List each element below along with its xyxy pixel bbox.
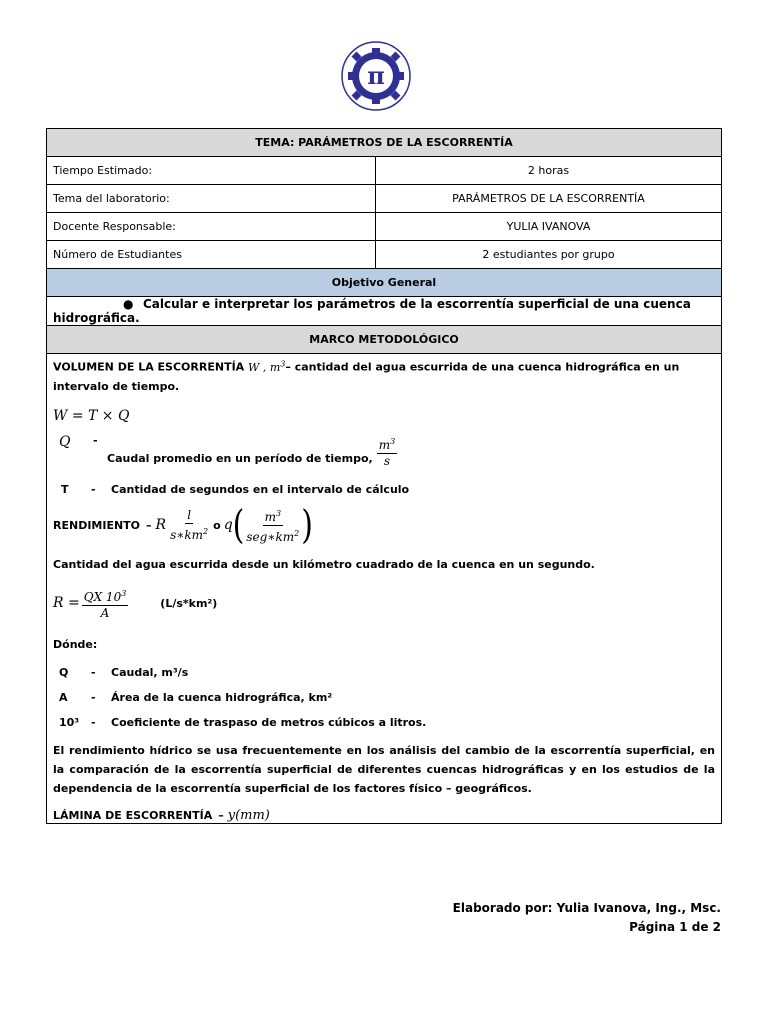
rendimiento-line: RENDIMIENTO – R $\frac{l}{s∗km^2}$ o q ( $\frac{m^3}{seg∗km^2}$ ) [53,502,313,548]
row-label: Tiempo Estimado: [47,157,376,185]
lab-guide-table [46,128,722,824]
legend-item: Q - Caudal, m³/s [59,665,189,679]
q-definition [53,434,715,469]
q-desc: Caudal promedio en un período de tiempo, [107,451,373,465]
lamina-title: LÁMINA DE ESCORRENTÍA [53,808,213,822]
logo-pi-symbol: π [367,61,385,90]
legend-item: A - Área de la cuenca hidrográfica, km² [59,690,333,704]
volumen-desc: – cantidad del agua escurrida de una cuenca hidrográfica en un intervalo de tiempo. [53,360,680,393]
legend-item: 10³ - Coeficiente de traspaso de metros cúbicos a litros. [59,715,427,729]
lamina-line: LÁMINA DE ESCORRENTÍA – y(mm) [53,807,270,823]
volumen-title: VOLUMEN DE LA ESCORRENTÍA [53,360,245,374]
rendimiento-paragraph: El rendimiento hídrico se usa frecuentemente en los análisis del cambio de la escorrentía superficial, en la comparación de la escorrentía superficial de diferentes cuencas hidrográficas y en los estudios de la dependencia de la escorrentía superficial de los factores físico – geográficos. [53,743,715,795]
footer-author: Elaborado por: Yulia Ivanova, Ing., Msc. [452,901,721,915]
t-symbol: T [61,482,69,496]
table-row [47,157,722,185]
method-header: MARCO METODOLÓGICO [47,326,722,354]
t-dash: - [91,482,96,496]
t-definition [53,483,715,496]
row-label: Número de Estudiantes [47,241,376,269]
row-value: 2 horas [376,157,722,185]
q-units-fraction: $\frac{m^3}{s}$ [377,434,397,469]
volumen-paragraph [53,354,715,396]
row-value: 2 estudiantes por grupo [376,241,722,269]
rendimiento-title: RENDIMIENTO [53,518,141,532]
formula-rendimiento: R = $\frac{QX 10^3}{A}$ (L/s*km²) [53,586,715,621]
footer-page-number: Página 1 de 2 [629,920,721,934]
volumen-units: W , $m^3$ [248,359,286,374]
t-desc: Cantidad de segundos en el intervalo de cálculo [111,482,410,496]
objective-text: Calcular e interpretar los parámetros de la escorrentía superficial de una cuenca hidrográfica. [53,297,691,325]
table-title: TEMA: PARÁMETROS DE LA ESCORRENTÍA [47,129,722,157]
q-symbol: Q [59,433,71,450]
rendimiento-desc: Cantidad del agua escurrida desde un kilómetro cuadrado de la cuenca en un segundo. [53,557,595,571]
method-content [47,354,722,824]
row-value: YULIA IVANOVA [376,213,722,241]
table-row [47,213,722,241]
objective-cell [47,297,722,326]
row-value: PARÁMETROS DE LA ESCORRENTÍA [376,185,722,213]
formula-r-units: (L/s*km²) [160,596,218,610]
rendimiento-fraction-2: $\frac{m^3}{seg∗km^2}$ [244,506,301,545]
rendimiento-fraction-1: $\frac{l}{s∗km^2}$ [170,507,209,542]
university-logo [340,40,412,112]
donde-label: Dónde: [53,637,98,651]
q-dash: - [93,433,98,447]
formula-r-fraction: $\frac{QX 10^3}{A}$ [82,586,129,621]
bullet-icon: ● [123,297,134,311]
formula-volume: W = T × Q [53,407,130,424]
table-row [47,185,722,213]
table-row [47,241,722,269]
row-label: Tema del laboratorio: [47,185,376,213]
objective-header: Objetivo General [47,269,722,297]
row-label: Docente Responsable: [47,213,376,241]
